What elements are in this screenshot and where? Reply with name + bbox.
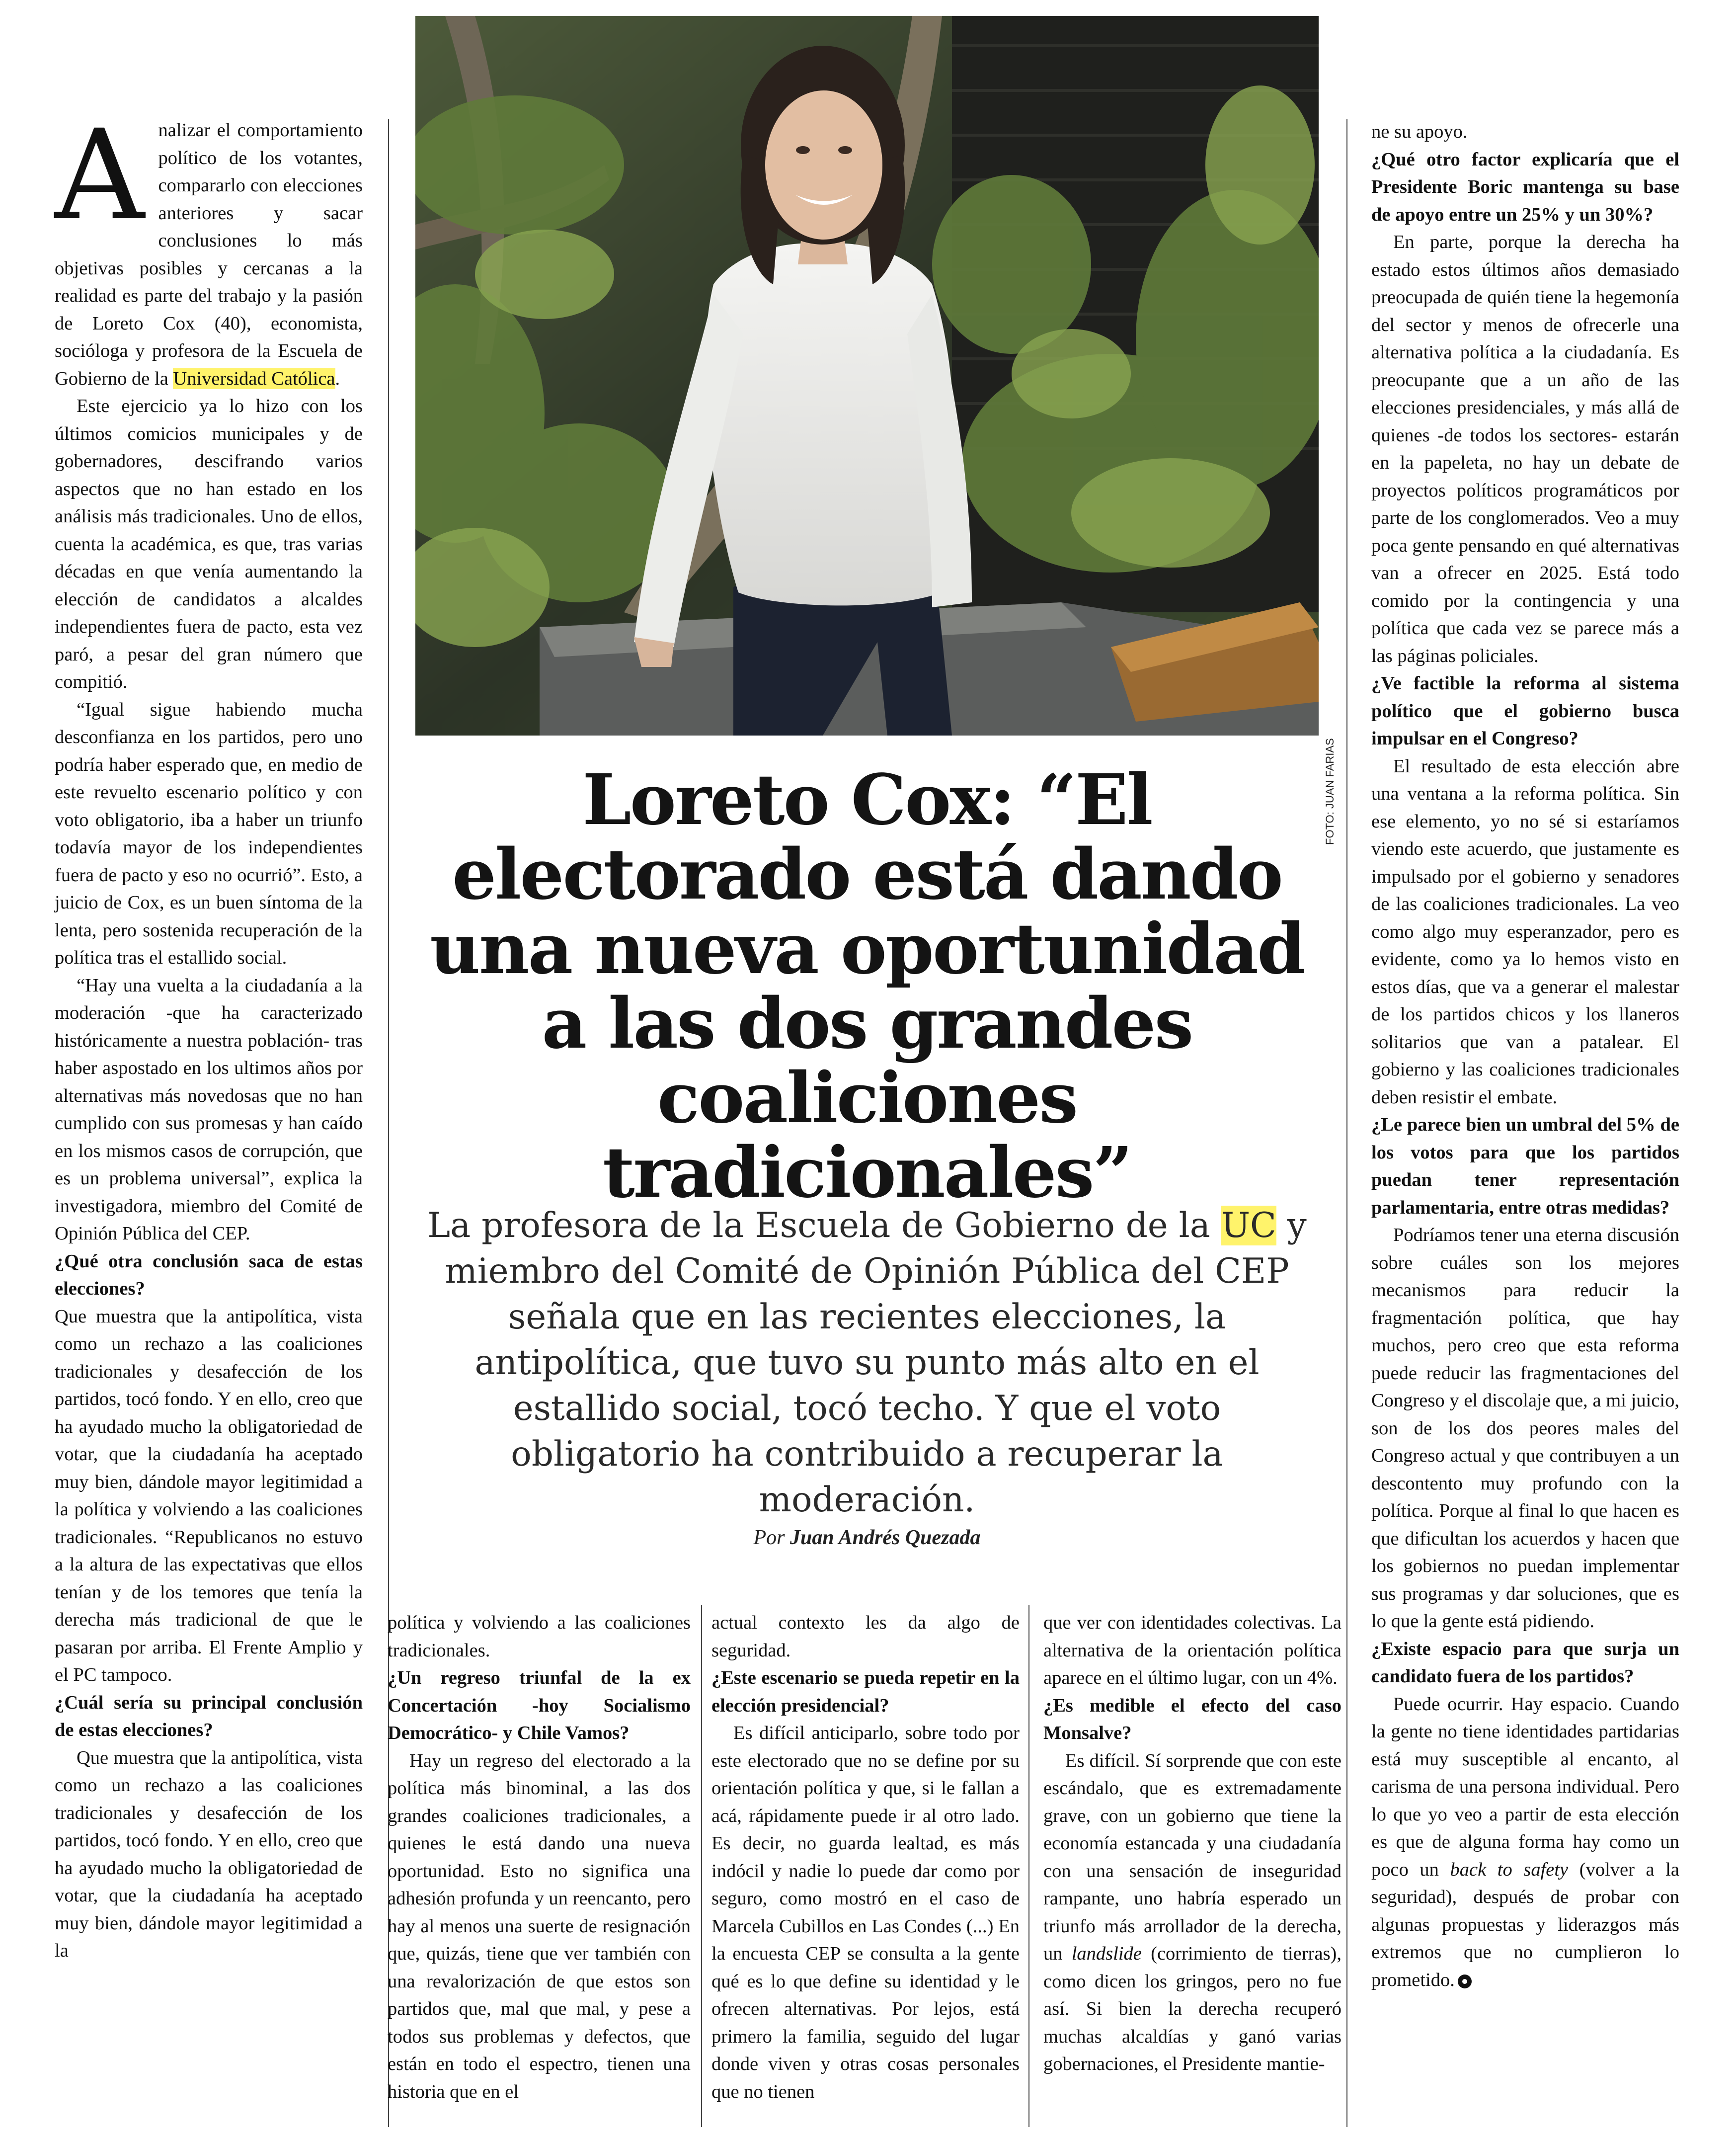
interview-question: ¿Qué otra conclusión saca de estas elecciones? bbox=[55, 1250, 363, 1299]
article-column-1 bbox=[55, 103, 363, 1965]
answer-italic: landslide bbox=[1071, 1943, 1142, 1964]
drop-cap: A bbox=[55, 103, 145, 247]
article-column-3 bbox=[711, 1609, 1020, 2106]
interview-answer: Hay un regreso del electorado a la política más binominal, a las dos grandes coaliciones tradicionales, a quienes le está dando una nueva oportunidad. Esto no significa una adhesión profunda y un reencanto, pero hay al menos una suerte de resignación que, quizás, tiene que ver también con una revalorización de que estos son partidos que, mal que mal, y pese a todos sus problemas y defectos, que están en todo el espectro, tienen una historia que en el bbox=[388, 1750, 691, 2102]
byline bbox=[415, 1526, 1319, 1550]
portrait-photo bbox=[415, 16, 1319, 736]
answer-text: Puede ocurrir. Hay espacio. Cuando la gente no tiene identidades partidarias está muy susceptible al encanto, al carisma de una persona individual. Pero lo que yo veo a partir de esta elección es que de alguna forma hay como un poco un bbox=[1371, 1693, 1679, 1880]
intro-end: . bbox=[335, 368, 340, 389]
column-rule bbox=[1028, 1605, 1029, 2127]
article-column-4 bbox=[1043, 1609, 1341, 2078]
interview-answer: Que muestra que la antipolítica, vista como un rechazo a las coaliciones tradicionales y desafección de los partidos, tocó fondo. Y en ello, creo que ha ayudado mucho la obligatoriedad de votar, que la ciudadanía ha aceptado muy bien, dándole mayor legitimidad a la política y volviendo a las coaliciones tradicionales. “Republicanos no estuvo a la altura de las expectativas que ellos tenían y de los temores que tenía la derecha más tradicional de que le pasaran por arriba. El Frente Amplio y el PC tampoco. bbox=[55, 1306, 363, 1685]
interview-question: ¿Un regreso triunfal de la ex Concertación -hoy Socialismo Democrático- y Chile Vamos? bbox=[388, 1667, 691, 1743]
interview-question: ¿Le parece bien un umbral del 5% de los votos para que los partidos puedan tener representación parlamentaria, entre otras medidas? bbox=[1371, 1114, 1679, 1218]
continued-text: política y volviendo a las coaliciones tradicionales. bbox=[388, 1612, 691, 1661]
interview-answer bbox=[1043, 1747, 1341, 2078]
continued-text: que ver con identidades colectivas. La alternativa de la orientación política aparece en el último lugar, con un 4%. bbox=[1043, 1612, 1341, 1688]
interview-question: ¿Qué otro factor explicaría que el Presidente Boric mantenga su base de apoyo entre un 25% y un 30%? bbox=[1371, 149, 1679, 225]
lead-text: La profesora de la Escuela de Gobierno de la bbox=[427, 1206, 1221, 1245]
interview-question: ¿Existe espacio para que surja un candidato fuera de los partidos? bbox=[1371, 1638, 1679, 1687]
interview-question: ¿Este escenario se pueda repetir en la elección presidencial? bbox=[711, 1667, 1020, 1716]
lead-text-end: y miembro del Comité de Opinión Pública del CEP señala que en las recientes elecciones, la antipolítica, que tuvo su punto más alto en el estallido social, tocó techo. Y que el voto obligatorio ha contribuido a recuperar la moderación. bbox=[445, 1206, 1307, 1520]
interview-answer: El resultado de esta elección abre una ventana a la reforma política. Sin ese elemento, yo no sé si estaríamos viendo este acuerdo, que justamente es impulsado por el gobierno y senadores de las coaliciones tradicionales. La veo como algo muy esperanzador, pero es evidente, como ya lo hemos visto en estos días, que va a generar el malestar de los partidos chicos y los llaneros solitarios que van a patalear. El gobierno y las coaliciones tradicionales deben resistir el embate. bbox=[1371, 755, 1679, 1108]
interview-answer bbox=[1371, 1691, 1679, 1994]
answer-text: Es difícil. Sí sorprende que con este escándalo, que es extremadamente grave, con un gobierno que tiene la economía estancada y una ciudadanía con una sensación de inseguridad rampante, uno habría esperado un triunfo más arrollador de la derecha, un bbox=[1043, 1750, 1341, 1964]
article-column-5 bbox=[1371, 118, 1679, 1994]
headline: Loreto Cox: “El electorado está dando una nueva oportunidad a las dos grandes coaliciones tradicionales” bbox=[430, 759, 1304, 1214]
answer-text-end: (corrimiento de tierras), como dicen los gringos, pero no fue así. Si bien la derecha recuperó muchas alcaldías y ganó varias gobernaciones, el Presidente mantie- bbox=[1043, 1943, 1341, 2074]
interview-answer: En parte, porque la derecha ha estado estos últimos años demasiado preocupada de quién tiene la hegemonía del sector y menos de ofrecerle una alternativa política a la ciudadanía. Es preocupante que a un año de las elecciones presidenciales, y más allá de quienes -de todos los sectores- estarán en la papeleta, no hay un debate de proyectos políticos programáticos por parte de los conglomerados. Veo a muy poca gente pensando en qué alternativas van a ofrecer en 2025. Está todo comido por la contingencia y una política que cada vez se parece más a las páginas policiales. bbox=[1371, 232, 1679, 666]
byline-author: Juan Andrés Quezada bbox=[789, 1526, 981, 1549]
byline-prefix: Por bbox=[753, 1526, 790, 1549]
end-of-article-icon bbox=[1458, 1975, 1472, 1988]
interview-answer: Es difícil anticiparlo, sobre todo por este electorado que no se define por su orientación política y que, si le fallan a acá, rápidamente puede ir al otro lado. Es decir, no guarda lealtad, es más indócil y nadie lo puede dar como por seguro, como mostró en el caso de Marcela Cubillos en Las Condes (...) En la encuesta CEP se consulta a la gente qué es lo que define su identidad y le ofrecen alternativas. Por lejos, está primero la familia, seguido del lugar donde viven y otras cosas personales que no tienen bbox=[711, 1723, 1020, 2102]
university-highlight: Universidad Católica bbox=[173, 368, 335, 389]
intro-text: nalizar el comportamiento político de los votantes, compararlo con elecciones anteriores y sacar conclusiones lo más objetivas posibles y cercanas a la realidad es parte del trabajo y la pasión de Loreto Cox (40), economista, socióloga y profesora de la Escuela de Gobierno de la bbox=[55, 120, 363, 389]
lead-paragraph bbox=[415, 1203, 1319, 1523]
answer-italic: back to safety bbox=[1450, 1859, 1569, 1880]
column-rule bbox=[1346, 119, 1347, 2127]
article-column-2 bbox=[388, 1609, 691, 2106]
answer-text-end: (volver a la seguridad), después de probar con algunas propuestas y liderazgos más extremos que no cumplieron lo prometido. bbox=[1371, 1859, 1679, 1990]
body-paragraph: Este ejercicio ya lo hizo con los últimos comicios municipales y de gobernadores, descifrando varios aspectos que no han estado en los análisis más tradicionales. Uno de ellos, cuenta la académica, es que, tras varias décadas en que venía aumentando la elección de candidatos a alcaldes independientes fuera de pacto, esta vez paró, a pesar del gran número que compitió. bbox=[55, 396, 363, 692]
photo-credit: FOTO: JUAN FARIAS bbox=[1324, 738, 1336, 845]
intro-paragraph bbox=[55, 103, 363, 393]
body-paragraph: “Hay una vuelta a la ciudadanía a la moderación -que ha caracterizado históricamente a nuestra población- tras haber aspostado en los ultimos años por alternativas más novedosas que no han cumplido con sus promesas y han caído en los mismos casos de corrupción, que es un problema universal”, explica la investigadora, miembro del Comité de Opinión Pública del CEP. bbox=[55, 975, 363, 1244]
interview-answer: Podríamos tener una eterna discusión sobre cuáles son los mejores mecanismos para reducir la fragmentación política, que hay muchos, pero creo que esta reforma puede reducir las fragmentaciones del Congreso y el discolaje que, a mi juicio, son de los dos peores males del Congreso actual y que contribuyen a un descontento muy profundo con la política. Porque al final lo que hacen es que dificultan los acuerdos y hacen que los gobiernos no puedan implementar sus programas y dar soluciones, que es lo que la gente está pidiendo. bbox=[1371, 1225, 1679, 1632]
body-paragraph: “Igual sigue habiendo mucha desconfianza en los partidos, pero uno podría haber esperado que, en medio de este revuelto escenario político y con voto obligatorio, iba a haber un triunfo todavía mayor de los independientes fuera de pacto y eso no ocurrió”. Esto, a juicio de Cox, es un buen síntoma de la lenta, pero sostenida recuperación de la política tras el estallido social. bbox=[55, 699, 363, 968]
lead-highlight: UC bbox=[1221, 1206, 1276, 1245]
interview-question: ¿Es medible el efecto del caso Monsalve? bbox=[1043, 1695, 1341, 1743]
interview-question: ¿Cuál sería su principal conclusión de estas elecciones? bbox=[55, 1692, 363, 1740]
column-rule bbox=[701, 1605, 702, 2127]
continued-text: actual contexto les da algo de seguridad. bbox=[711, 1612, 1020, 1661]
interview-answer: Que muestra que la antipolítica, vista como un rechazo a las coaliciones tradicionales y desafección de los partidos, tocó fondo. Y en ello, creo que ha ayudado mucho la obligatoriedad de votar, que la ciudadanía ha aceptado muy bien, dándole mayor legitimidad a la bbox=[55, 1747, 363, 1961]
continued-text: ne su apoyo. bbox=[1371, 121, 1468, 142]
interview-question: ¿Ve factible la reforma al sistema político que el gobierno busca impulsar en el Congreso? bbox=[1371, 673, 1679, 749]
